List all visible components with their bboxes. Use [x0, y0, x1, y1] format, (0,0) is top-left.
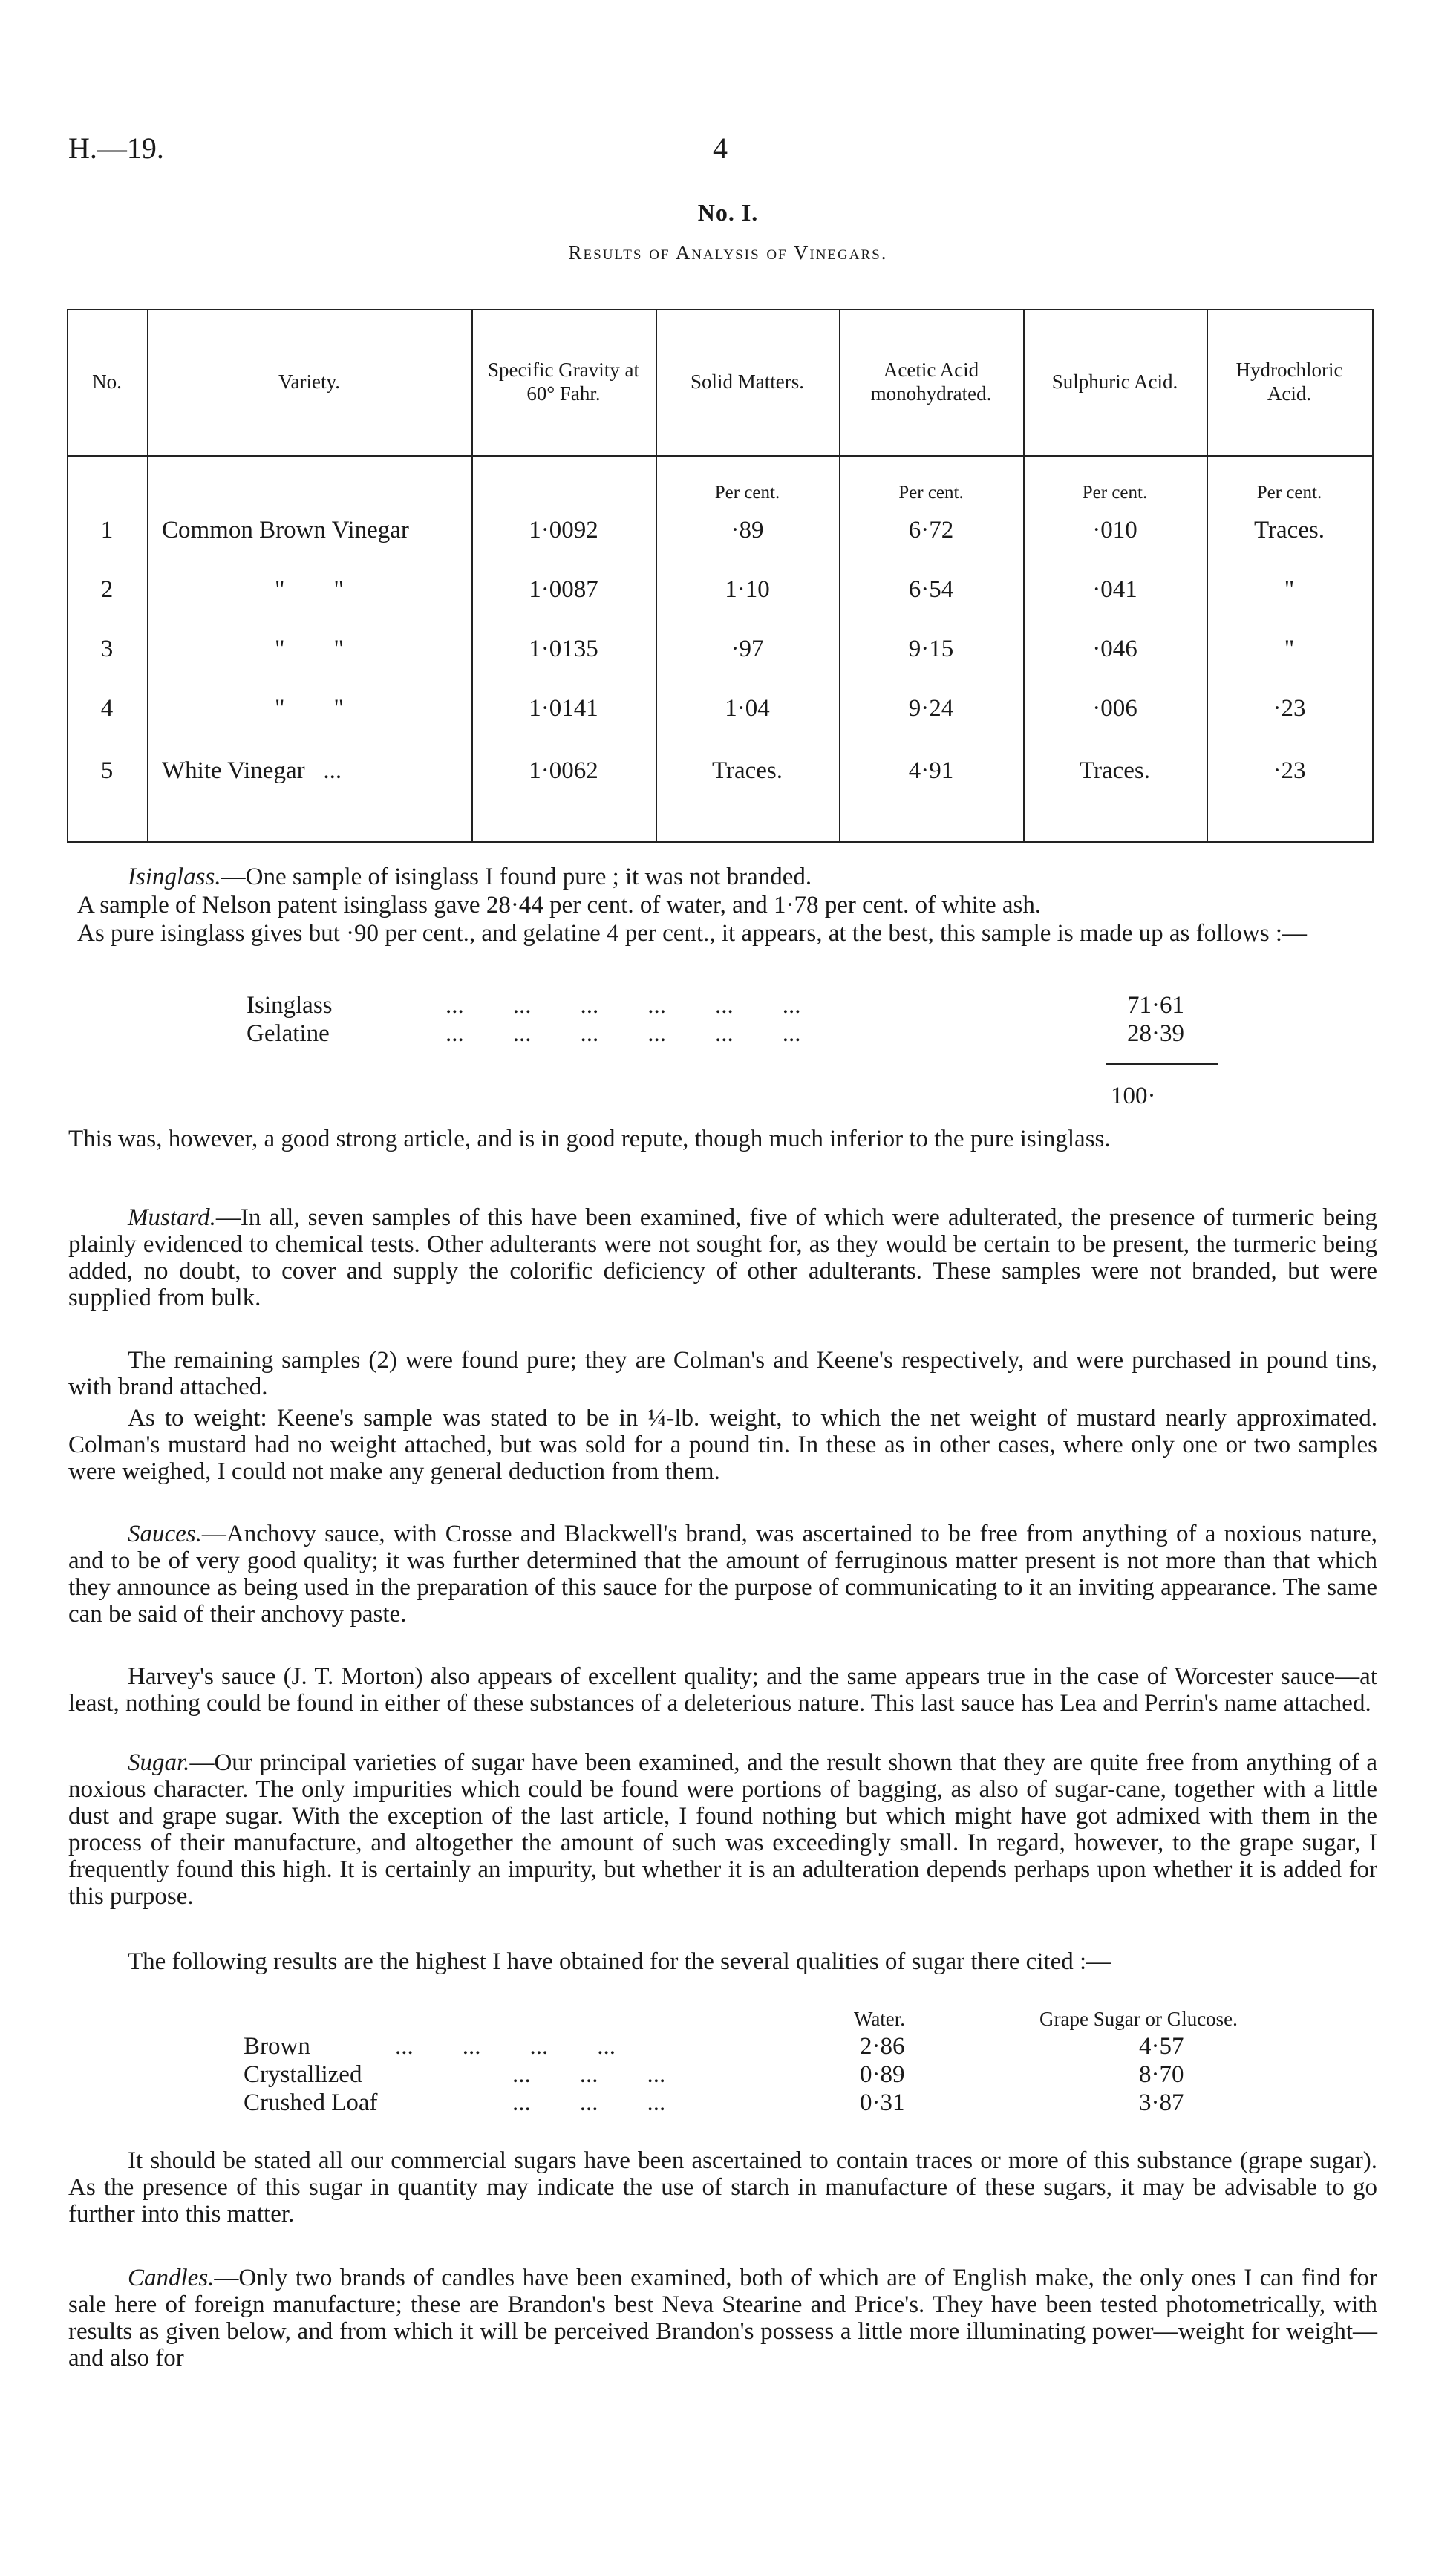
table-row-4-no: 4: [100, 695, 114, 722]
col-no: No.: [92, 371, 122, 393]
sauces-paragraph-2: Harvey's sauce (J. T. Morton) also appears of excellent quality; and the same appears true in the case of Worcester sauce—at least, nothing could be found in either of these substances of a deleterious nature. This last sauce has Lea and Perrin's name attached.: [68, 1663, 1377, 1717]
candles-lead: Candles.: [128, 2265, 215, 2291]
sugar-col-glucose: Grape Sugar or Glucose.: [1039, 2008, 1238, 2030]
sugar-paragraph-1: Sugar.—Our principal varieties of sugar have been examined, and the result shown that they are quite free from anything of a noxious character. The only impurities which could be found were portions of bagging, as also of sugar-cane, together with a little dust and grape sugar. With the exception of the last article, I found nothing but which might have got admixed with them in the process of their manufacture, and altogether the amount of such was exceedingly small. In regard, however, to the grape sugar, I frequently found this high. It is certainly an impurity, but whether it is an adulteration depends perhaps upon whether it is added for this purpose.: [68, 1749, 1377, 1910]
table-row-3-sulph: ·046: [1092, 636, 1137, 662]
table-row-4-sg: 1·0141: [529, 695, 598, 722]
table-row-2-no: 2: [100, 576, 114, 603]
table-row-5-no: 5: [100, 757, 114, 784]
table-subtitle: Results of Analysis of Vinegars.: [568, 241, 888, 264]
isinglass-paragraph-4: This was, however, a good strong article, and is in good repute, though much inferior to the pure isinglass.: [68, 1126, 1111, 1152]
gelatine-item-value: 28·39: [1127, 1020, 1184, 1047]
table-row-4-variety: " ": [275, 695, 344, 722]
table-row-3-solid: ·97: [731, 636, 764, 662]
vinegar-table: [67, 309, 1374, 843]
table-title: No. I.: [697, 199, 759, 226]
table-row-3-sg: 1·0135: [529, 636, 598, 662]
gelatine-item-name: Gelatine: [247, 1020, 330, 1047]
mustard-paragraph-1: Mustard.—In all, seven samples of this have been examined, five of which were adulterated, the presence of turmeric being plainly evidenced to chemical tests. Other adulterants were not sought for, as they would be certain to be present, the turmeric being added, no doubt, to cover and supply the colorific deficiency of other adulterants. These samples were not branded, but were supplied from bulk.: [68, 1204, 1377, 1311]
table-row-4-acetic: 9·24: [908, 695, 954, 722]
sugar-col-water: Water.: [854, 2008, 906, 2030]
isinglass-item-value: 71·61: [1127, 992, 1184, 1019]
sugar-lead: Sugar.: [128, 1749, 190, 1776]
table-row-1-variety: Common Brown Vinegar: [162, 517, 409, 544]
unit-acetic: Per cent.: [898, 483, 964, 503]
table-row-2-sg: 1·0087: [529, 576, 598, 603]
sugar-row-crushed-loaf-water: 0·31: [860, 2089, 905, 2116]
sugar-paragraph-3: It should be stated all our commercial sugars have been ascertained to contain traces or more of this substance (grape sugar). As the presence of this sugar in quantity may indicate the use of starch in manufacture of these sugars, it may be advisable to go further into this matter.: [68, 2147, 1377, 2228]
sugar-row-crystallized-name: Crystallized: [244, 2061, 362, 2088]
col-variety: Variety.: [278, 371, 340, 393]
table-row-1-sg: 1·0092: [529, 517, 598, 544]
table-row-5-variety: White Vinegar ...: [162, 757, 342, 784]
isinglass-item-name: Isinglass: [247, 992, 333, 1019]
col-hydrochloric-acid: Hydrochloric Acid.: [1235, 359, 1343, 405]
sugar-row-brown-name: Brown: [244, 2033, 310, 2060]
isinglass-total: 100·: [1111, 1083, 1156, 1109]
total-rule: [1106, 1063, 1218, 1065]
table-row-3-variety: " ": [275, 636, 344, 662]
sauces-paragraph-1: Sauces.—Anchovy sauce, with Crosse and Blackwell's brand, was ascertained to be free from anything of a noxious nature, and to be of very good quality; it was further determined that the amount of ferruginous matter present is not more than that which they announce as being used in the preparation of this sauce for the purpose of communicating to it an inviting appearance. The same can be said of their anchovy paste.: [68, 1521, 1377, 1628]
table-row-5-sg: 1·0062: [529, 757, 598, 784]
table-row-5-hydro: ·23: [1273, 757, 1306, 784]
sugar-row-crushed-loaf-glucose: 3·87: [1139, 2089, 1184, 2116]
sugar-paragraph-2: The following results are the highest I have obtained for the several qualities of sugar there cited :—: [128, 1948, 1111, 1975]
mustard-paragraph-3: As to weight: Keene's sample was stated to be in ¼-lb. weight, to which the net weight of mustard nearly approximated. Colman's mustard had no weight attached, but was sold for a pound tin. In these as in other cases, where only one or two samples were weighed, I could not make any general deduction from them.: [68, 1405, 1377, 1485]
unit-sulphuric: Per cent.: [1082, 483, 1148, 503]
table-row-1-hydro: Traces.: [1253, 517, 1325, 544]
table-row-4-sulph: ·006: [1092, 695, 1137, 722]
table-row-2-sulph: ·041: [1092, 576, 1137, 603]
table-row-3-no: 3: [100, 636, 114, 662]
mustard-paragraph-2: The remaining samples (2) were found pure; they are Colman's and Keene's respectively, and were purchased in pound tins, with brand attached.: [68, 1347, 1377, 1400]
isinglass-paragraph-2: A sample of Nelson patent isinglass gave 28·44 per cent. of water, and 1·78 per cent. of white ash.: [77, 892, 1042, 918]
table-row-4-solid: 1·04: [725, 695, 770, 722]
col-sulphuric-acid: Sulphuric Acid.: [1051, 371, 1178, 393]
table-row-3-hydro: ": [1284, 636, 1295, 662]
sugar-row-brown-glucose: 4·57: [1139, 2033, 1184, 2060]
page-number: 4: [713, 131, 728, 165]
mustard-lead: Mustard.: [128, 1204, 216, 1231]
table-row-5-acetic: 4·91: [908, 757, 954, 784]
candles-paragraph-1: Candles.—Only two brands of candles have been examined, both of which are of English make, the only ones I can find for sale here of foreign manufacture; these are Brandon's best Neva Stearine and Price's. They have been tested photometrically, with results as given below, and from which it will be perceived Brandon's possess a little more illuminating power—weight for weight—and also for: [68, 2265, 1377, 2372]
table-row-1-sulph: ·010: [1092, 517, 1137, 544]
col-solid-matters: Solid Matters.: [691, 371, 804, 393]
col-acetic-acid: Acetic Acid monohydrated.: [870, 359, 992, 405]
table-row-1-solid: ·89: [731, 517, 764, 544]
table-row-5-sulph: Traces.: [1079, 757, 1151, 784]
report-code: H.—19.: [68, 131, 164, 165]
table-row-4-hydro: ·23: [1273, 695, 1306, 722]
unit-hydrochloric: Per cent.: [1256, 483, 1322, 503]
table-row-1-acetic: 6·72: [908, 517, 954, 544]
table-row-5-solid: Traces.: [711, 757, 783, 784]
sugar-row-crystallized-water: 0·89: [860, 2061, 905, 2088]
unit-solid: Per cent.: [714, 483, 780, 503]
sugar-row-brown-water: 2·86: [860, 2033, 905, 2060]
table-row-3-acetic: 9·15: [908, 636, 954, 662]
isinglass-paragraph-3: As pure isinglass gives but ·90 per cent., and gelatine 4 per cent., it appears, at the best, this sample is made up as follows :—: [77, 920, 1308, 947]
sugar-row-crushed-loaf-name: Crushed Loaf: [244, 2089, 378, 2116]
table-row-1-no: 1: [100, 517, 114, 544]
isinglass-paragraph-1: Isinglass.—One sample of isinglass I found pure ; it was not branded.: [128, 864, 812, 890]
isinglass-lead: Isinglass.: [128, 864, 221, 890]
table-row-2-solid: 1·10: [725, 576, 770, 603]
sauces-lead: Sauces.: [128, 1521, 202, 1547]
col-specific-gravity: Specific Gravity at 60° Fahr.: [488, 359, 639, 405]
table-row-2-variety: " ": [275, 576, 344, 603]
table-row-2-hydro: ": [1284, 576, 1295, 603]
table-row-2-acetic: 6·54: [908, 576, 954, 603]
sugar-row-crystallized-glucose: 8·70: [1139, 2061, 1184, 2088]
